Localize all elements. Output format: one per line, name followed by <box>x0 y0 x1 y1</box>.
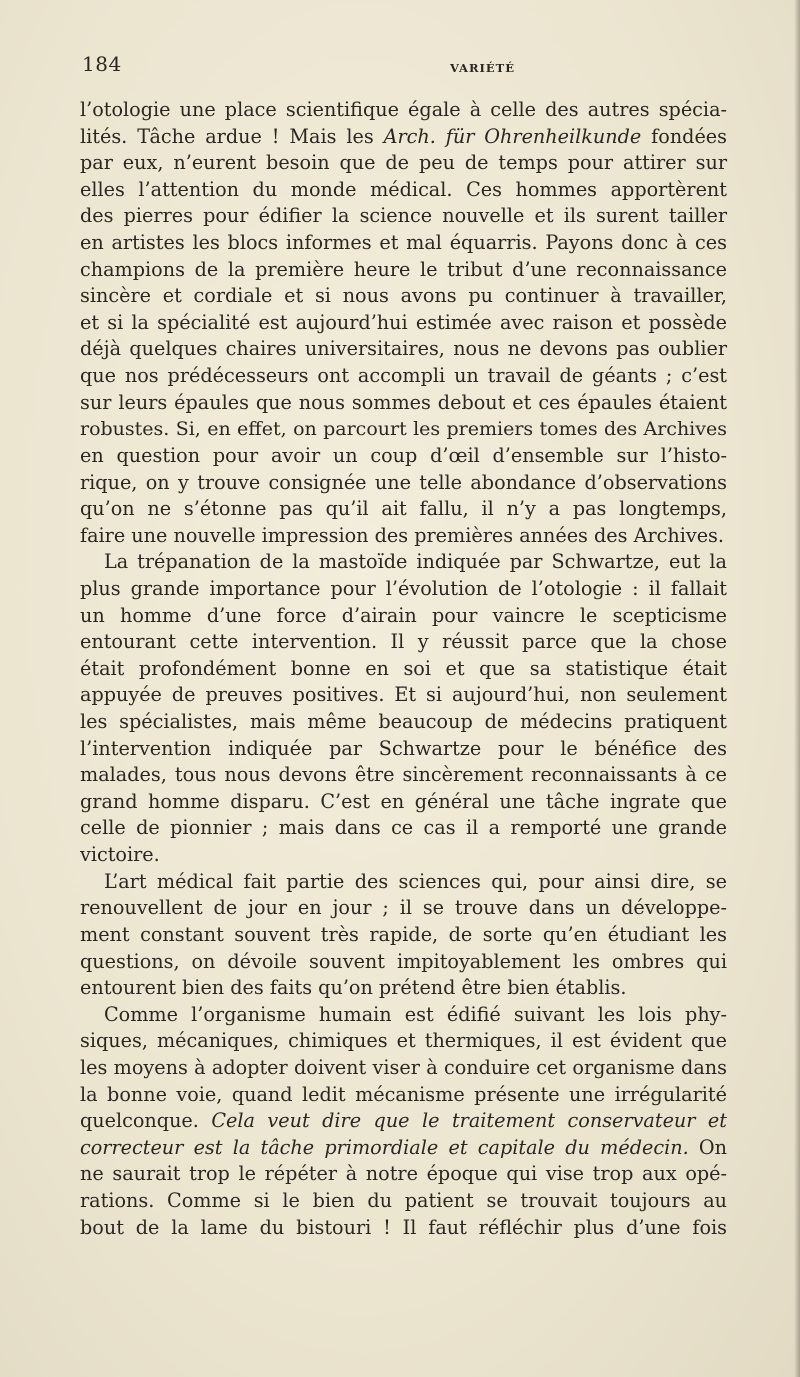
text-line: rique, on y trouve consignée une telle abondance d’observations <box>80 470 727 494</box>
italic-emphasis: correcteur est la tâche primordiale et capitale du médecin. <box>80 1135 689 1159</box>
text-line: les spécialistes, mais même beaucoup de médecins pratiquent <box>80 710 727 734</box>
text-span: On <box>688 1135 727 1159</box>
text-line: ne saurait trop le répéter à notre époque qui vise trop aux opé- <box>80 1162 727 1186</box>
paragraph-start-line: L’art médical fait partie des sciences qui, pour ainsi dire, se <box>104 869 727 893</box>
text-line: les moyens à adopter doivent viser à conduire cet organisme dans <box>80 1055 727 1079</box>
text-line: en artistes les blocs informes et mal équarris. Payons donc à ces <box>80 231 727 255</box>
body-text <box>80 97 727 1241</box>
paragraph-start-line: La trépanation de la mastoïde indiquée par Schwartze, eut la <box>104 550 727 574</box>
paragraph-start-line: Comme l’organisme humain est édifié suivant les lois phy- <box>104 1002 727 1026</box>
text-line: l’intervention indiquée par Schwartze pour le bénéfice des <box>80 736 727 760</box>
text-line: l’otologie une place scientifique égale à celle des autres spécia- <box>80 98 727 121</box>
text-line: que nos prédécesseurs ont accompli un travail de géants ; c’est <box>80 364 727 388</box>
text-line: malades, tous nous devons être sincèrement reconnaissants à ce <box>80 763 727 787</box>
text-line: sincère et cordiale et si nous avons pu continuer à travailler, <box>80 284 727 308</box>
page-edge-shadow <box>794 0 800 1377</box>
running-head: VARIÉTÉ <box>450 61 515 75</box>
text-line <box>80 1108 727 1135</box>
text-span: lités. Tâche ardue ! Mais les <box>80 124 384 148</box>
text-span: fondées <box>641 124 728 148</box>
text-line <box>80 1135 727 1162</box>
text-line: des pierres pour édifier la science nouvelle et ils surent tailler <box>80 204 727 228</box>
text-line: rations. Comme si le bien du patient se trouvait toujours au <box>80 1188 727 1212</box>
text-line: et si la spécialité est aujourd’hui estimée avec raison et possède <box>80 310 727 334</box>
text-line: déjà quelques chaires universitaires, nous ne devons pas oublier <box>80 337 727 361</box>
text-line: appuyée de preuves positives. Et si aujourd’hui, non seulement <box>80 683 727 707</box>
text-line: elles l’attention du monde médical. Ces hommes apportèrent <box>80 177 727 201</box>
text-line: questions, on dévoile souvent impitoyablement les ombres qui <box>80 949 727 973</box>
text-line: bout de la lame du bistouri ! Il faut réfléchir plus d’une fois <box>80 1215 727 1239</box>
text-line: entourent bien des faits qu’on prétend être bien établis. <box>80 976 627 1000</box>
text-line: robustes. Si, en effet, on parcourt les premiers tomes des Archives <box>80 418 727 441</box>
page-number: 184 <box>82 52 122 76</box>
text-line <box>80 124 727 151</box>
text-line: ment constant souvent très rapide, de sorte qu’en étudiant les <box>80 922 727 946</box>
text-line: en question pour avoir un coup d’œil d’ensemble sur l’histo- <box>80 443 727 467</box>
journal-title-italic: Arch. für Ohrenheilkunde <box>383 124 642 148</box>
text-line: victoire. <box>80 843 160 867</box>
text-span: quelconque. <box>80 1109 212 1133</box>
text-line: renouvellent de jour en jour ; il se trouve dans un développe- <box>80 896 727 920</box>
text-line: un homme d’une force d’airain pour vaincre le scepticisme <box>80 603 727 627</box>
italic-emphasis: Cela veut dire que le traitement conservateur et <box>211 1109 727 1133</box>
text-line: la bonne voie, quand ledit mécanisme présente une irrégularité <box>80 1082 727 1106</box>
text-line: grand homme disparu. C’est en général une tâche ingrate que <box>80 789 727 813</box>
text-line: celle de pionnier ; mais dans ce cas il a remporté une grande <box>80 816 727 840</box>
text-line: faire une nouvelle impression des premières années des Archives. <box>80 523 724 547</box>
text-line: champions de la première heure le tribut d’une reconnaissance <box>80 257 727 281</box>
text-line: entourant cette intervention. Il y réussit parce que la chose <box>80 630 727 654</box>
text-line: était profondément bonne en soi et que sa statistique était <box>80 656 727 680</box>
page-header <box>80 52 727 82</box>
text-line: qu’on ne s’étonne pas qu’il ait fallu, il n’y a pas longtemps, <box>80 497 727 521</box>
text-line: plus grande importance pour l’évolution de l’otologie : il fallait <box>80 576 727 600</box>
text-line: siques, mécaniques, chimiques et thermiques, il est évident que <box>80 1029 727 1053</box>
text-line: sur leurs épaules que nous sommes debout et ces épaules étaient <box>80 390 727 414</box>
text-line: par eux, n’eurent besoin que de peu de temps pour attirer sur <box>80 151 727 175</box>
